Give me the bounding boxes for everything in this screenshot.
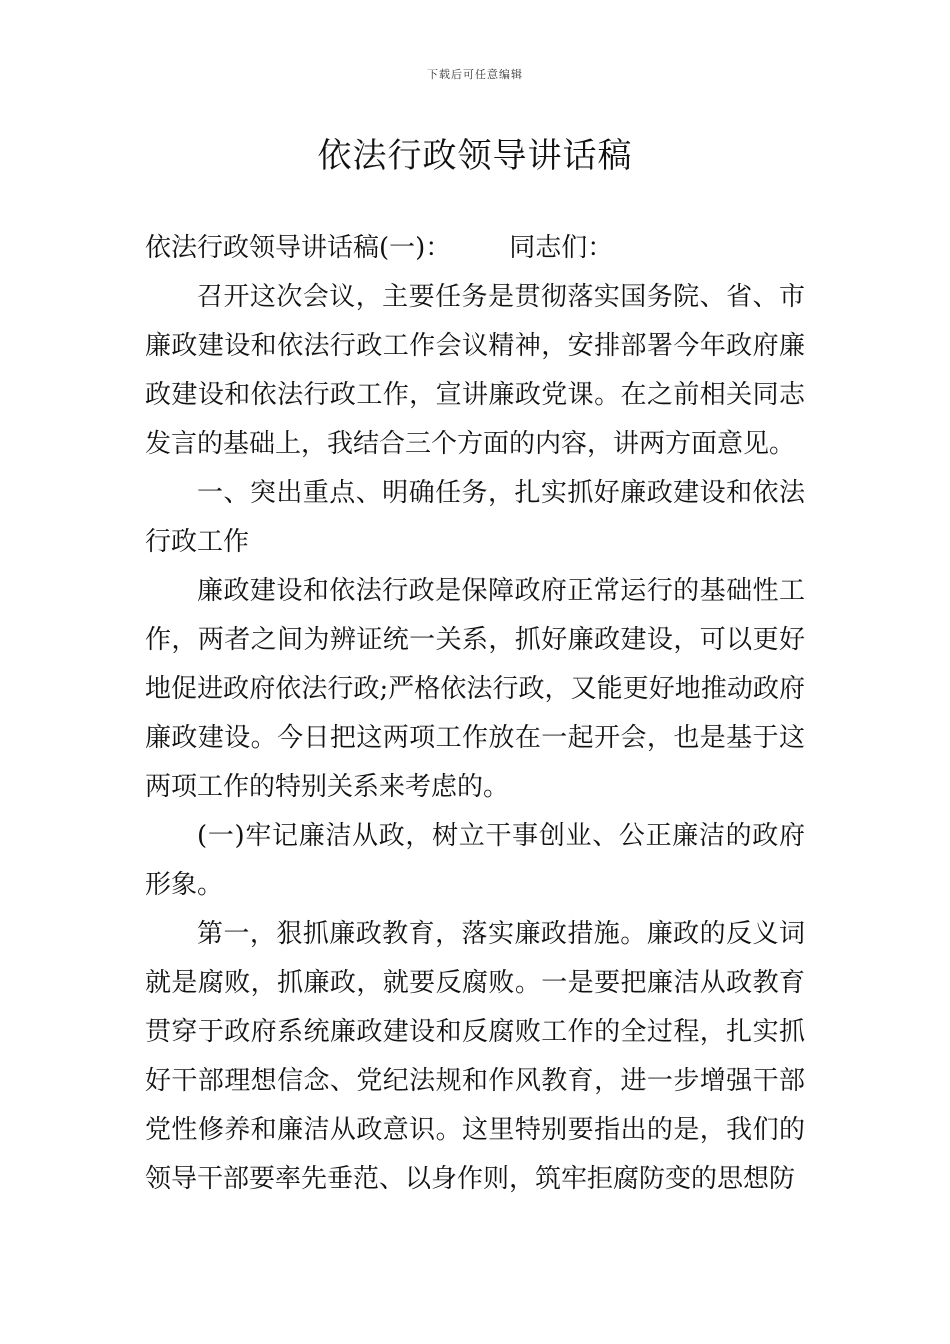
paragraph-3: 第一，狠抓廉政教育，落实廉政措施。廉政的反义词就是腐败，抓廉政，就要反腐败。一是要把廉洁从政教育贯穿于政府系统廉政建设和反腐败工作的全过程，扎实抓好干部理想信念、党纪法规和作风教育，进一步增强干部党性修养和廉洁从政意识。这里特别要指出的是，我们的领导干部要率先垂范、以身作则，筑牢拒腐防变的思想防	[145, 919, 805, 1194]
salutation: 同志们：	[509, 233, 614, 263]
intro-label: 依法行政领导讲话稿(一)：	[145, 233, 452, 263]
document-title: 依法行政领导讲话稿	[317, 136, 633, 176]
document-body	[145, 224, 805, 1204]
paragraph-2: 廉政建设和依法行政是保障政府正常运行的基础性工作，两者之间为辨证统一关系，抓好廉政建设，可以更好地促进政府依法行政;严格依法行政，又能更好地推动政府廉政建设。今日把这两项工作放在一起开会，也是基于这两项工作的特别关系来考虑的。	[145, 576, 805, 802]
subsection-heading-1: (一)牢记廉洁从政，树立干事创业、公正廉洁的政府形象。	[145, 821, 805, 900]
header-note: 下载后可任意编辑	[427, 68, 523, 81]
section-heading-1: 一、突出重点、明确任务，扎实抓好廉政建设和依法行政工作	[145, 478, 805, 557]
paragraph-1: 召开这次会议，主要任务是贯彻落实国务院、省、市廉政建设和依法行政工作会议精神，安排部署今年政府廉政建设和依法行政工作，宣讲廉政党课。在之前相关同志发言的基础上，我结合三个方面的内容，讲两方面意见。	[145, 282, 805, 459]
intro-line	[145, 224, 805, 273]
